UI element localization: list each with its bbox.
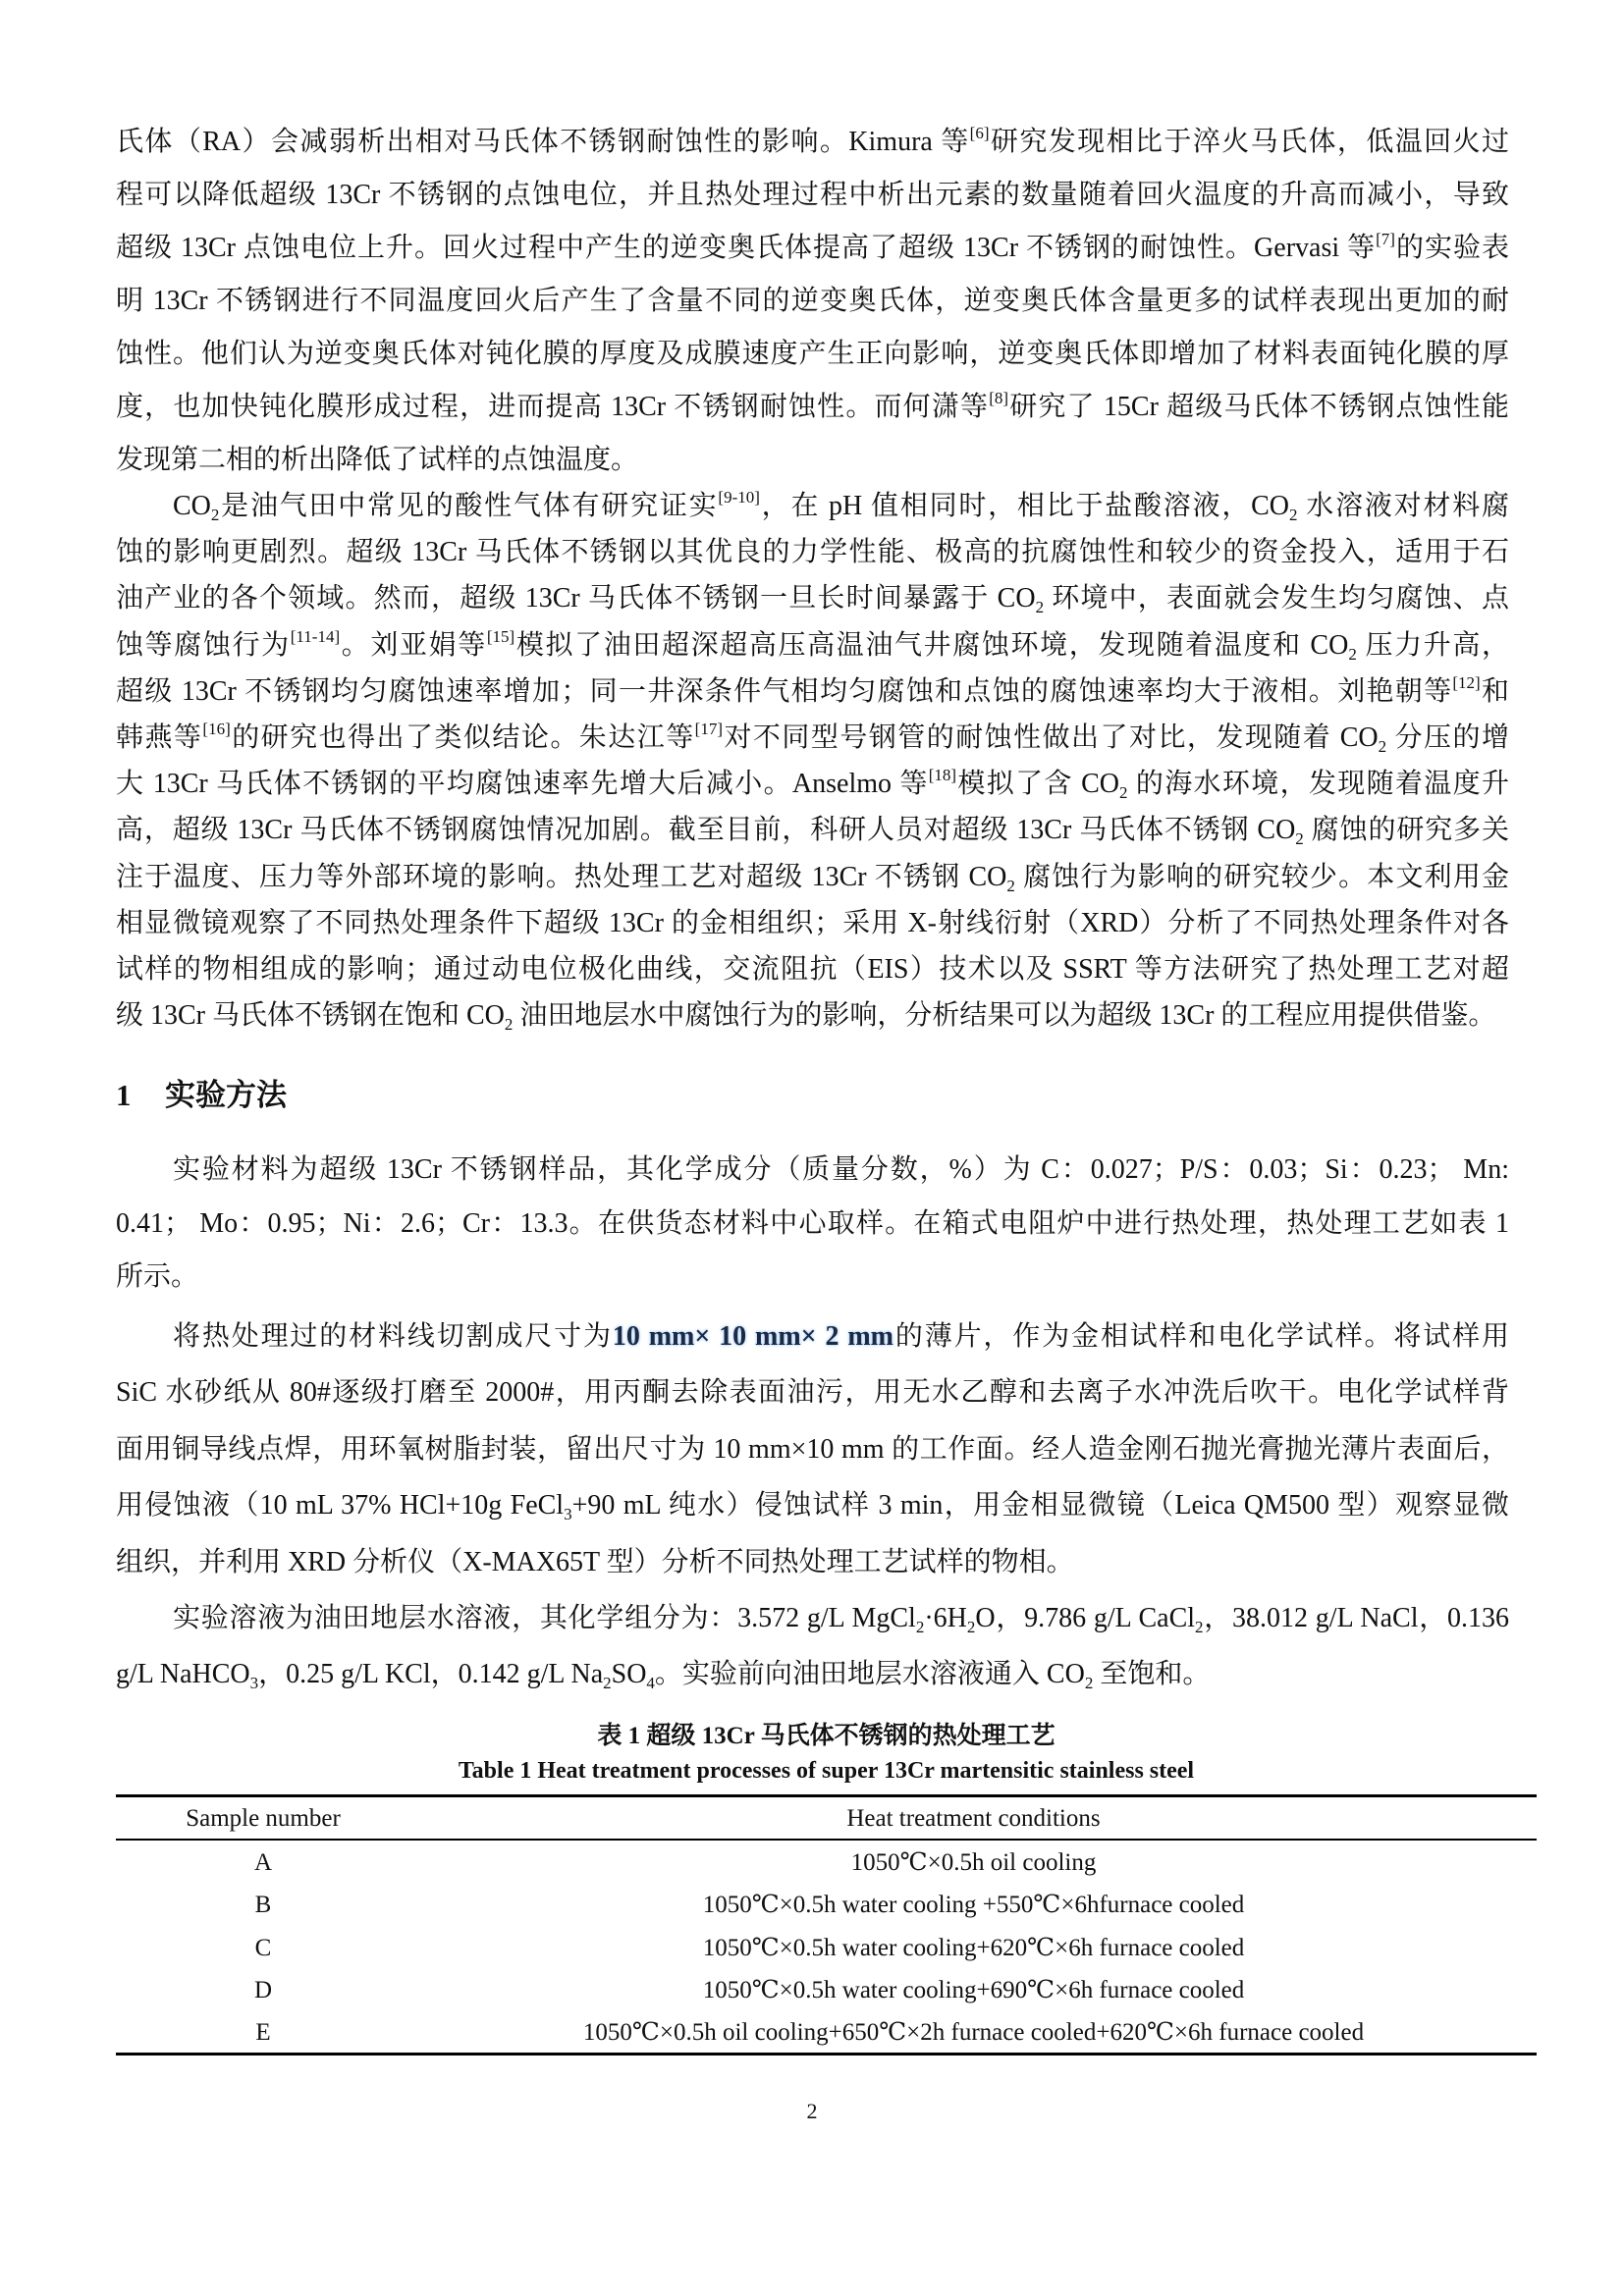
table-row <box>116 1886 1537 1925</box>
text-line <box>116 225 1509 272</box>
citation-ref: [6] <box>969 124 990 142</box>
treatment-conditions: 1050℃×0.5h oil cooling <box>850 1849 1097 1876</box>
text-run: 0.41； Mo：0.95；Ni：2.6；Cr：13.3。在供货态材料中心取样。在箱式电阻炉中进行热处理，热处理工艺如表 1 <box>116 1207 1509 1239</box>
table-caption-cn: 表 1 超级 13Cr 马氏体不锈钢的热处理工艺 <box>597 1723 1056 1749</box>
text-line <box>116 1369 1509 1416</box>
text-line <box>116 1651 1509 1698</box>
text-line <box>116 278 1509 325</box>
text-run: +90 mL 纯水）侵蚀试样 3 min，用金相显微镜（Leica QM500 型）观察显微 <box>571 1490 1509 1522</box>
text-run: 用侵蚀液（10 mL 37% HCl+10g FeCl <box>116 1490 565 1522</box>
text-run: 腐蚀行为影响的研究较少。本文利用金 <box>1014 861 1509 892</box>
text-line <box>116 1539 1509 1586</box>
text-run: 级 13Cr 马氏体不锈钢在饱和 CO <box>116 1000 505 1032</box>
text-run: 实验溶液为油田地层水溶液，其化学组分为：3.572 g/L MgCl <box>173 1603 916 1633</box>
subscript: 2 <box>1348 644 1357 664</box>
text-line <box>116 761 1509 808</box>
citation-ref: [9-10] <box>718 488 760 507</box>
section-heading <box>116 1072 287 1119</box>
text-run: 蚀等腐蚀行为 <box>116 629 291 661</box>
table-bottom-rule <box>116 2053 1537 2056</box>
text-run: g/L NaHCO <box>116 1659 250 1689</box>
text-line <box>116 992 1509 1040</box>
table-row <box>116 2013 1537 2053</box>
sample-id: E <box>255 2019 271 2047</box>
text-run: 试样的物相组成的影响；通过动电位极化曲线，交流阻抗（EIS）技术以及 SSRT 等方法研究了热处理工艺对超 <box>116 954 1509 985</box>
subscript: 2 <box>1084 1674 1094 1692</box>
treatment-conditions: 1050℃×0.5h water cooling+690℃×6h furnace cooled <box>702 1976 1245 2003</box>
citation-ref: [18] <box>928 766 957 785</box>
text-run: 压力升高， <box>1356 629 1509 661</box>
text-run: 大 13Cr 马氏体不锈钢的平均腐蚀速率先增大后减小。Anselmo 等 <box>116 769 929 800</box>
text-run: 分压的增 <box>1386 722 1509 753</box>
text-run: 组织，并利用 XRD 分析仪（X-MAX65T 型）分析不同热处理工艺试样的物相。 <box>116 1546 1074 1577</box>
text-run: 程可以降低超级 13Cr 不锈钢的点蚀电位，并且热处理过程中析出元素的数量随着回火温度的升高而减小，导致 <box>116 180 1509 210</box>
text-run: 腐蚀的研究多关 <box>1303 815 1509 846</box>
citation-ref: [11-14] <box>290 626 341 646</box>
subscript: 2 <box>1295 829 1304 849</box>
subscript: 2 <box>1119 783 1128 803</box>
text-run: 的海水环境，发现随着温度升 <box>1127 769 1509 800</box>
citation-ref: [15] <box>486 626 515 646</box>
text-line <box>173 1147 1509 1194</box>
text-line <box>116 575 1509 622</box>
text-run: 面用铜导线点焊，用环氧树脂封装，留出尺寸为 10 mm×10 mm 的工作面。经人造金刚石抛光膏抛光薄片表面后， <box>116 1433 1509 1465</box>
text-run: 研究发现相比于淬火马氏体，低温回火过 <box>989 127 1509 157</box>
citation-ref: [7] <box>1376 230 1395 248</box>
text-run: O，9.786 g/L CaCl <box>975 1603 1196 1633</box>
text-line <box>116 1426 1509 1473</box>
text-run: ·6H <box>924 1603 967 1633</box>
text-line <box>116 1201 1509 1248</box>
subscript: 2 <box>603 1674 612 1692</box>
citation-ref: [12] <box>1452 672 1481 692</box>
text-line <box>116 715 1509 762</box>
text-run: 蚀性。他们认为逆变奥氏体对钝化膜的厚度及成膜速度产生正向影响，逆变奥氏体即增加了材料表面钝化膜的厚 <box>116 339 1509 369</box>
text-run: 的薄片，作为金相试样和电化学试样。将试样用 <box>893 1321 1509 1352</box>
subscript: 4 <box>646 1674 655 1692</box>
text-run: 注于温度、压力等外部环境的影响。热处理工艺对超级 13Cr 不锈钢 CO <box>116 861 1007 892</box>
text-line <box>116 1482 1509 1529</box>
text-line <box>116 668 1509 716</box>
section-title: 实验方法 <box>165 1078 287 1112</box>
text-line <box>116 437 1509 484</box>
section-number: 1 <box>116 1078 132 1112</box>
text-run: 油田地层水中腐蚀行为的影响，分析结果可以为超级 13Cr 的工程应用提供借鉴。 <box>513 1000 1496 1032</box>
table-row <box>116 1971 1537 2010</box>
table-row <box>116 1843 1537 1883</box>
table-row <box>116 1929 1537 1968</box>
text-run: 模拟了含 CO <box>956 769 1120 800</box>
text-line <box>116 529 1509 576</box>
subscript: 2 <box>1195 1618 1204 1636</box>
text-line <box>173 1595 1509 1642</box>
subscript: 2 <box>966 1618 976 1636</box>
text-run: ，在 pH 值相同时，相比于盐酸溶液，CO <box>759 491 1290 521</box>
table-header-row <box>116 1799 1537 1839</box>
text-line <box>116 172 1509 219</box>
treatment-conditions: 1050℃×0.5h water cooling +550℃×6hfurnace cooled <box>702 1892 1245 1919</box>
text-run: 的实验表 <box>1394 233 1509 263</box>
sample-id: D <box>253 1976 273 2003</box>
text-line <box>116 331 1509 378</box>
subscript: 3 <box>564 1505 572 1524</box>
text-run: 将热处理过的材料线切割成尺寸为 <box>173 1321 613 1352</box>
citation-ref: [17] <box>694 720 723 738</box>
text-run: 所示。 <box>116 1261 199 1292</box>
text-run: 对不同型号钢管的耐蚀性做出了对比，发现随着 CO <box>722 722 1379 753</box>
sample-id: A <box>253 1849 273 1876</box>
text-run: 环境中，表面就会发生均匀腐蚀、点 <box>1044 583 1509 614</box>
text-line <box>173 483 1509 530</box>
text-run: CO <box>173 491 211 521</box>
subscript: 2 <box>1035 598 1045 617</box>
text-run: 超级 13Cr 点蚀电位上升。回火过程中产生的逆变奥氏体提高了超级 13Cr 不锈钢的耐蚀性。Gervasi 等 <box>116 233 1377 263</box>
subscript: 2 <box>1378 737 1387 756</box>
citation-ref: [16] <box>202 720 231 738</box>
sample-id: B <box>254 1892 272 1919</box>
text-run: 高，超级 13Cr 马氏体不锈钢腐蚀情况加剧。截至目前，科研人员对超级 13Cr 马氏体不锈钢 CO <box>116 815 1296 846</box>
text-line <box>116 119 1509 166</box>
text-run: 相显微镜观察了不同热处理条件下超级 13Cr 的金相组织；采用 X-射线衍射（XRD）分析了不同热处理条件对各 <box>116 907 1509 938</box>
text-line <box>116 946 1509 993</box>
text-line <box>116 900 1509 947</box>
header-conditions: Heat treatment conditions <box>846 1805 1101 1832</box>
subscript: 3 <box>249 1674 259 1692</box>
treatment-conditions: 1050℃×0.5h water cooling+620℃×6h furnace cooled <box>702 1934 1245 1961</box>
text-run: SiC 水砂纸从 80#逐级打磨至 2000#，用丙酮去除表面油污，用无水乙醇和去离子水冲洗后吹干。电化学试样背 <box>116 1377 1509 1409</box>
text-run: 模拟了油田超深超高压高温油气井腐蚀环境，发现随着温度和 CO <box>514 629 1349 661</box>
text-line <box>116 807 1509 854</box>
table-top-rule <box>116 1794 1537 1797</box>
highlighted-dimension: 10 mm× 10 mm× 2 mm <box>612 1321 893 1352</box>
text-run: 韩燕等 <box>116 722 203 753</box>
subscript: 2 <box>504 1015 514 1035</box>
sample-id: C <box>254 1934 272 1961</box>
text-line <box>173 1313 1509 1361</box>
text-run: 水溶液对材料腐 <box>1297 491 1509 521</box>
text-run: 度，也加快钝化膜形成过程，进而提高 13Cr 不锈钢耐蚀性。而何潇等 <box>116 392 990 422</box>
header-sample-number: Sample number <box>186 1805 341 1832</box>
text-run: 和 <box>1480 675 1509 707</box>
text-run: 蚀的影响更剧烈。超级 13Cr 马氏体不锈钢以其优良的力学性能、极高的抗腐蚀性和较少的资金投入，适用于石 <box>116 537 1509 568</box>
text-run: 实验材料为超级 13Cr 不锈钢样品，其化学成分（质量分数，%）为 C：0.027；P/S：0.03；Si：0.23； Mn: <box>173 1154 1509 1185</box>
text-run: 油产业的各个领域。然而，超级 13Cr 马氏体不锈钢一旦长时间暴露于 CO <box>116 583 1036 614</box>
text-line <box>116 384 1509 431</box>
table-header-rule <box>116 1839 1537 1841</box>
table-caption-en: Table 1 Heat treatment processes of super 13Cr martensitic stainless steel <box>458 1758 1195 1784</box>
text-run: 的研究也得出了类似结论。朱达江等 <box>230 722 695 753</box>
subscript: 2 <box>1289 506 1298 524</box>
treatment-conditions: 1050℃×0.5h oil cooling+650℃×2h furnace cooled+620℃×6h furnace cooled <box>582 2019 1365 2047</box>
text-run: 。实验前向油田地层水溶液通入 CO <box>654 1659 1085 1689</box>
text-run: 研究了 15Cr 超级马氏体不锈钢点蚀性能 <box>1008 392 1509 422</box>
text-line <box>116 854 1509 901</box>
subscript: 2 <box>915 1618 925 1636</box>
text-run: 至饱和。 <box>1093 1659 1211 1689</box>
page-number: 2 <box>806 2099 818 2123</box>
subscript: 2 <box>210 506 220 524</box>
text-run: 超级 13Cr 不锈钢均匀腐蚀速率增加；同一井深条件气相均匀腐蚀和点蚀的腐蚀速率均大于液相。刘艳朝等 <box>116 675 1453 707</box>
text-line <box>116 1254 1509 1301</box>
citation-ref: [8] <box>989 389 1009 407</box>
text-run: 是油气田中常见的酸性气体有研究证实 <box>219 491 719 521</box>
text-run: 氏体（RA）会减弱析出相对马氏体不锈钢耐蚀性的影响。Kimura 等 <box>116 127 970 157</box>
text-run: 。刘亚娟等 <box>340 629 487 661</box>
text-run: ，0.25 g/L KCl，0.142 g/L Na <box>258 1659 604 1689</box>
subscript: 2 <box>1006 876 1015 895</box>
text-run: 发现第二相的析出降低了试样的点蚀温度。 <box>116 445 639 475</box>
text-run: 明 13Cr 不锈钢进行不同温度回火后产生了含量不同的逆变奥氏体，逆变奥氏体含量更多的试样表现出更加的耐 <box>116 286 1509 316</box>
text-line <box>116 622 1509 669</box>
text-run: ，38.012 g/L NaCl，0.136 <box>1203 1603 1510 1633</box>
text-run: SO <box>611 1659 647 1689</box>
